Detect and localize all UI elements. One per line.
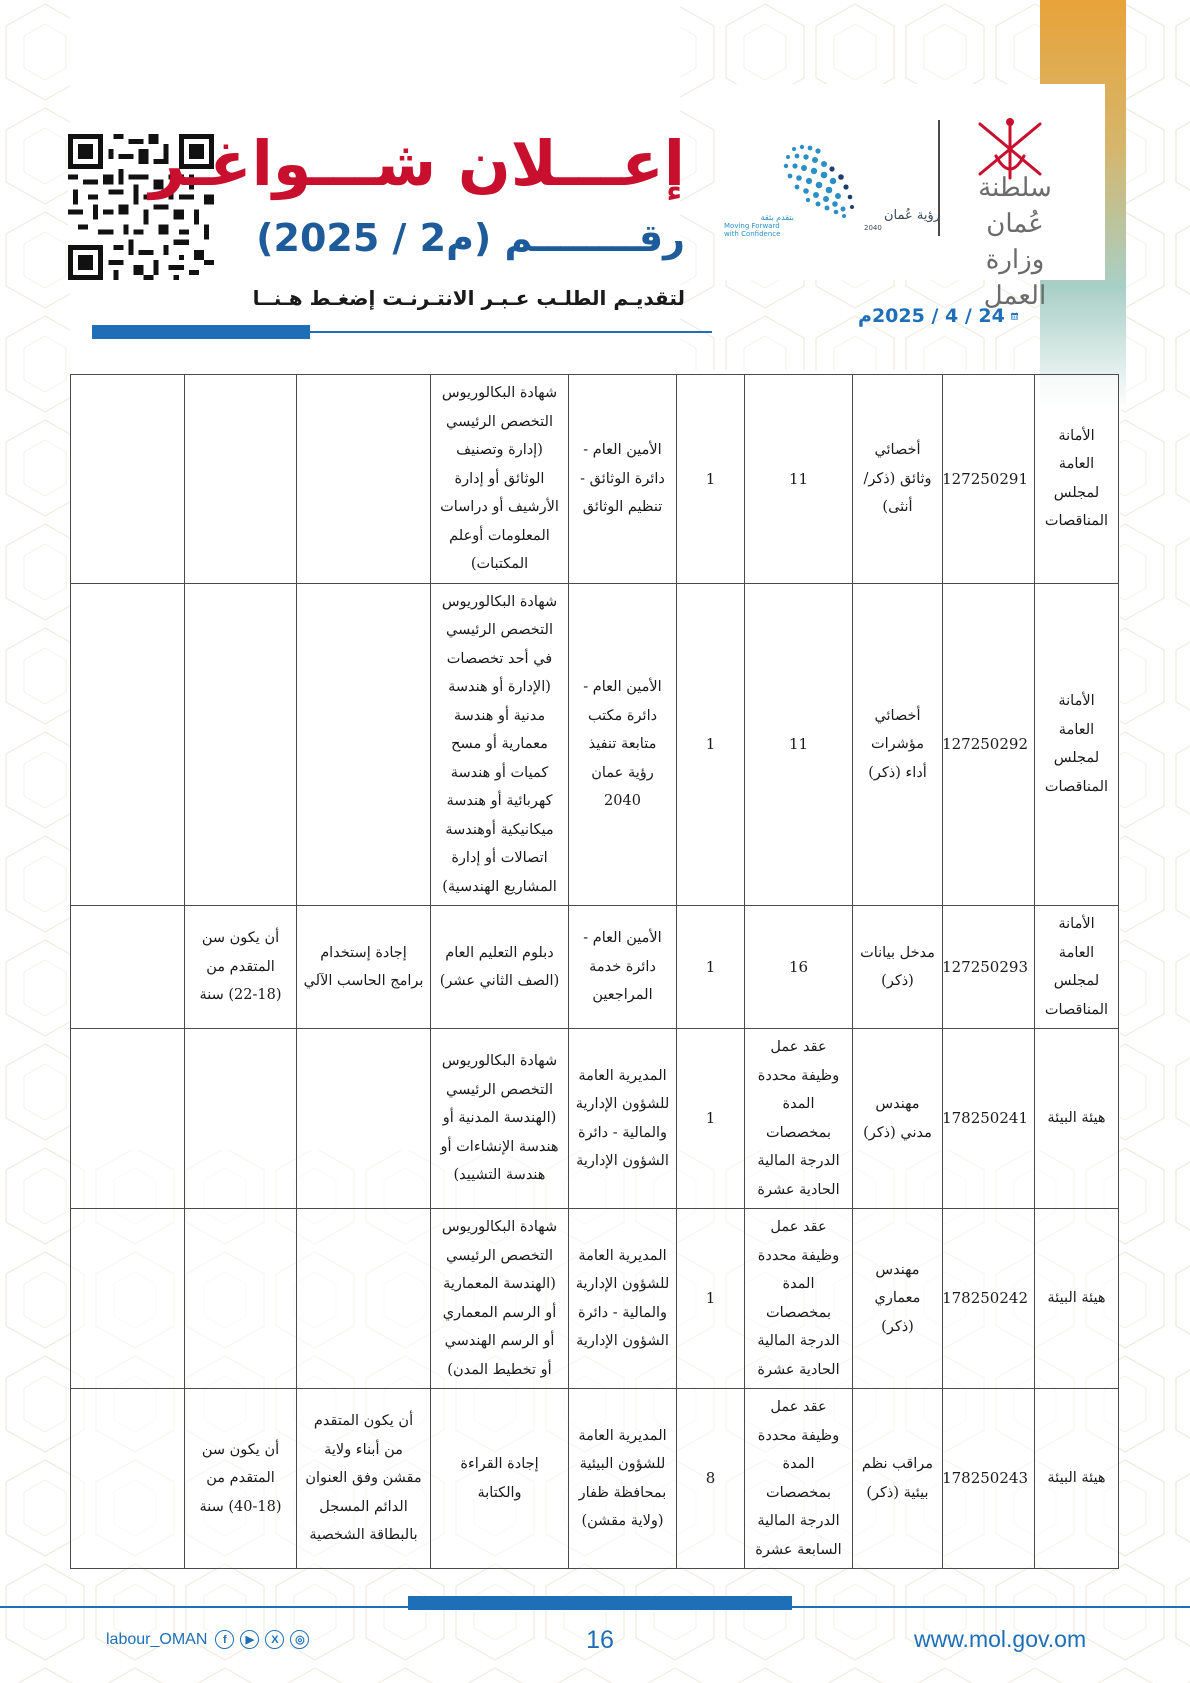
code-cell: 127250292 [943,583,1035,906]
conditions-cell [185,375,297,584]
count-cell: 8 [677,1389,745,1569]
count-cell: 1 [677,375,745,584]
entity-cell: هيئة البيئة [1035,1389,1119,1569]
entity-cell: هيئة البيئة [1035,1209,1119,1389]
code-cell: 178250243 [943,1389,1035,1569]
conditions-cell [185,1209,297,1389]
entity-cell: الأمانة العامة لمجلس المناقصات [1035,583,1119,906]
youtube-icon[interactable]: ▶ [240,1630,259,1649]
date-block [858,302,1018,330]
department-cell: المديرية العامة للشؤون الإدارية والمالية - دائرة الشؤون الإدارية [569,1209,677,1389]
skills-cell [297,583,431,906]
empty-cell [71,1209,185,1389]
table-row [71,375,1119,584]
vision-slogan-ar: بتقدم بثقة [760,213,794,222]
skills-cell [297,1029,431,1209]
code-cell: 178250241 [943,1029,1035,1209]
table-row [71,1029,1119,1209]
jobs-table-wrapper [70,374,1118,1569]
job-title-cell: مدخل بيانات (ذكر) [853,906,943,1029]
conditions-cell [185,1029,297,1209]
skills-cell [297,375,431,584]
vision-slogan-en: Moving Forward with Confidence [724,222,781,238]
empty-cell [71,375,185,584]
footer-rule-accent [408,1596,792,1610]
count-cell: 1 [677,1209,745,1389]
conditions-cell: أن يكون سن المتقدم من (18-40) سنة [185,1389,297,1569]
code-cell: 127250291 [943,375,1035,584]
announcement-date: 24 / 4 / 2025م [858,305,1005,327]
facebook-icon[interactable]: f [215,1630,234,1649]
empty-cell [71,583,185,906]
empty-cell [71,1029,185,1209]
vision-slogan [724,214,794,238]
grade-cell: عقد عمل وظيفة محددة المدة بمخصصات الدرجة المالية الحادية عشرة [745,1209,853,1389]
conditions-cell: أن يكون سن المتقدم من (18-22) سنة [185,906,297,1029]
grade-cell: عقد عمل وظيفة محددة المدة بمخصصات الدرجة المالية السابعة عشرة [745,1389,853,1569]
ministry-name: سلطنة عُمان وزارة العمل [978,173,1052,311]
vision-year: 2040 [864,224,882,232]
department-cell: المديرية العامة للشؤون البيئية بمحافظة ظفار (ولاية مقشن) [569,1389,677,1569]
code-cell: 127250293 [943,906,1035,1029]
social-links [106,1630,309,1649]
job-title-cell: أخصائي مؤشرات أداء (ذكر) [853,583,943,906]
qualification-cell: شهادة البكالوريوس التخصص الرئيسي في أحد تخصصات (الإدارة أو هندسة مدنية أو هندسة معمارية أو مسح كميات أو هندسة كهربائية أو هندسة ميكانيكية أوهندسة اتصالات أو إدارة المشاريع الهندسية) [431,583,569,906]
x-icon[interactable]: X [265,1630,284,1649]
instagram-icon[interactable]: ◎ [290,1630,309,1649]
job-title-cell: مهندس معماري (ذكر) [853,1209,943,1389]
entity-cell: الأمانة العامة لمجلس المناقصات [1035,375,1119,584]
page-title: إعـــلان شـــواغـر [149,127,685,200]
grade-cell: عقد عمل وظيفة محددة المدة بمخصصات الدرجة المالية الحادية عشرة [745,1029,853,1209]
qualification-cell: شهادة البكالوريوس التخصص الرئيسي (إدارة وتصنيف الوثائق أو إدارة الأرشيف أو دراسات المعلومات أوعلم المكتبات) [431,375,569,584]
grade-cell: 16 [745,906,853,1029]
table-row [71,1389,1119,1569]
count-cell: 1 [677,1029,745,1209]
apply-online-link[interactable]: لتقديـم الطلـب عـبـر الانتـرنـت إضغـط هـنــا [252,286,685,310]
header-rule-accent [92,325,310,339]
skills-cell [297,1209,431,1389]
entity-cell: الأمانة العامة لمجلس المناقصات [1035,906,1119,1029]
announcement-number: رقــــــــم (م2 / 2025) [256,216,685,260]
table-row [71,583,1119,906]
skills-cell: أن يكون المتقدم من أبناء ولاية مقشن وفق العنوان الدائم المسجل بالبطاقة الشخصية [297,1389,431,1569]
conditions-cell [185,583,297,906]
count-cell: 1 [677,906,745,1029]
qualification-cell: شهادة البكالوريوس التخصص الرئيسي (الهندسة المدنية أو هندسة الإنشاءات أو هندسة التشييد) [431,1029,569,1209]
job-title-cell: مراقب نظم بيئية (ذكر) [853,1389,943,1569]
page-number: 16 [586,1626,614,1654]
code-cell: 178250242 [943,1209,1035,1389]
grade-cell: 11 [745,375,853,584]
vision-label: رؤية عُمان [883,208,940,223]
skills-cell: إجادة إستخدام برامج الحاسب الآلي [297,906,431,1029]
job-title-cell: أخصائي وثائق (ذكر/ أنثى) [853,375,943,584]
department-cell: الأمين العام - دائرة مكتب متابعة تنفيذ رؤية عمان 2040 [569,583,677,906]
calendar-icon [1011,305,1018,327]
entity-cell: هيئة البيئة [1035,1029,1119,1209]
website-link[interactable]: www.mol.gov.om [914,1626,1087,1652]
qualification-cell: دبلوم التعليم العام (الصف الثاني عشر) [431,906,569,1029]
social-handle[interactable]: labour_OMAN [106,1630,208,1648]
department-cell: الأمين العام - دائرة الوثائق - تنظيم الوثائق [569,375,677,584]
qualification-cell: شهادة البكالوريوس التخصص الرئيسي (الهندسة المعمارية أو الرسم المعماري أو الرسم الهندسي أو تخطيط المدن) [431,1209,569,1389]
grade-cell: 11 [745,583,853,906]
jobs-table [70,374,1119,1569]
empty-cell [71,1389,185,1569]
job-title-cell: مهندس مدني (ذكر) [853,1029,943,1209]
count-cell: 1 [677,583,745,906]
department-cell: الأمين العام - دائرة خدمة المراجعين [569,906,677,1029]
table-row [71,906,1119,1029]
department-cell: المديرية العامة للشؤون الإدارية والمالية - دائرة الشؤون الإدارية [569,1029,677,1209]
table-row [71,1209,1119,1389]
empty-cell [71,906,185,1029]
qualification-cell: إجادة القراءة والكتابة [431,1389,569,1569]
